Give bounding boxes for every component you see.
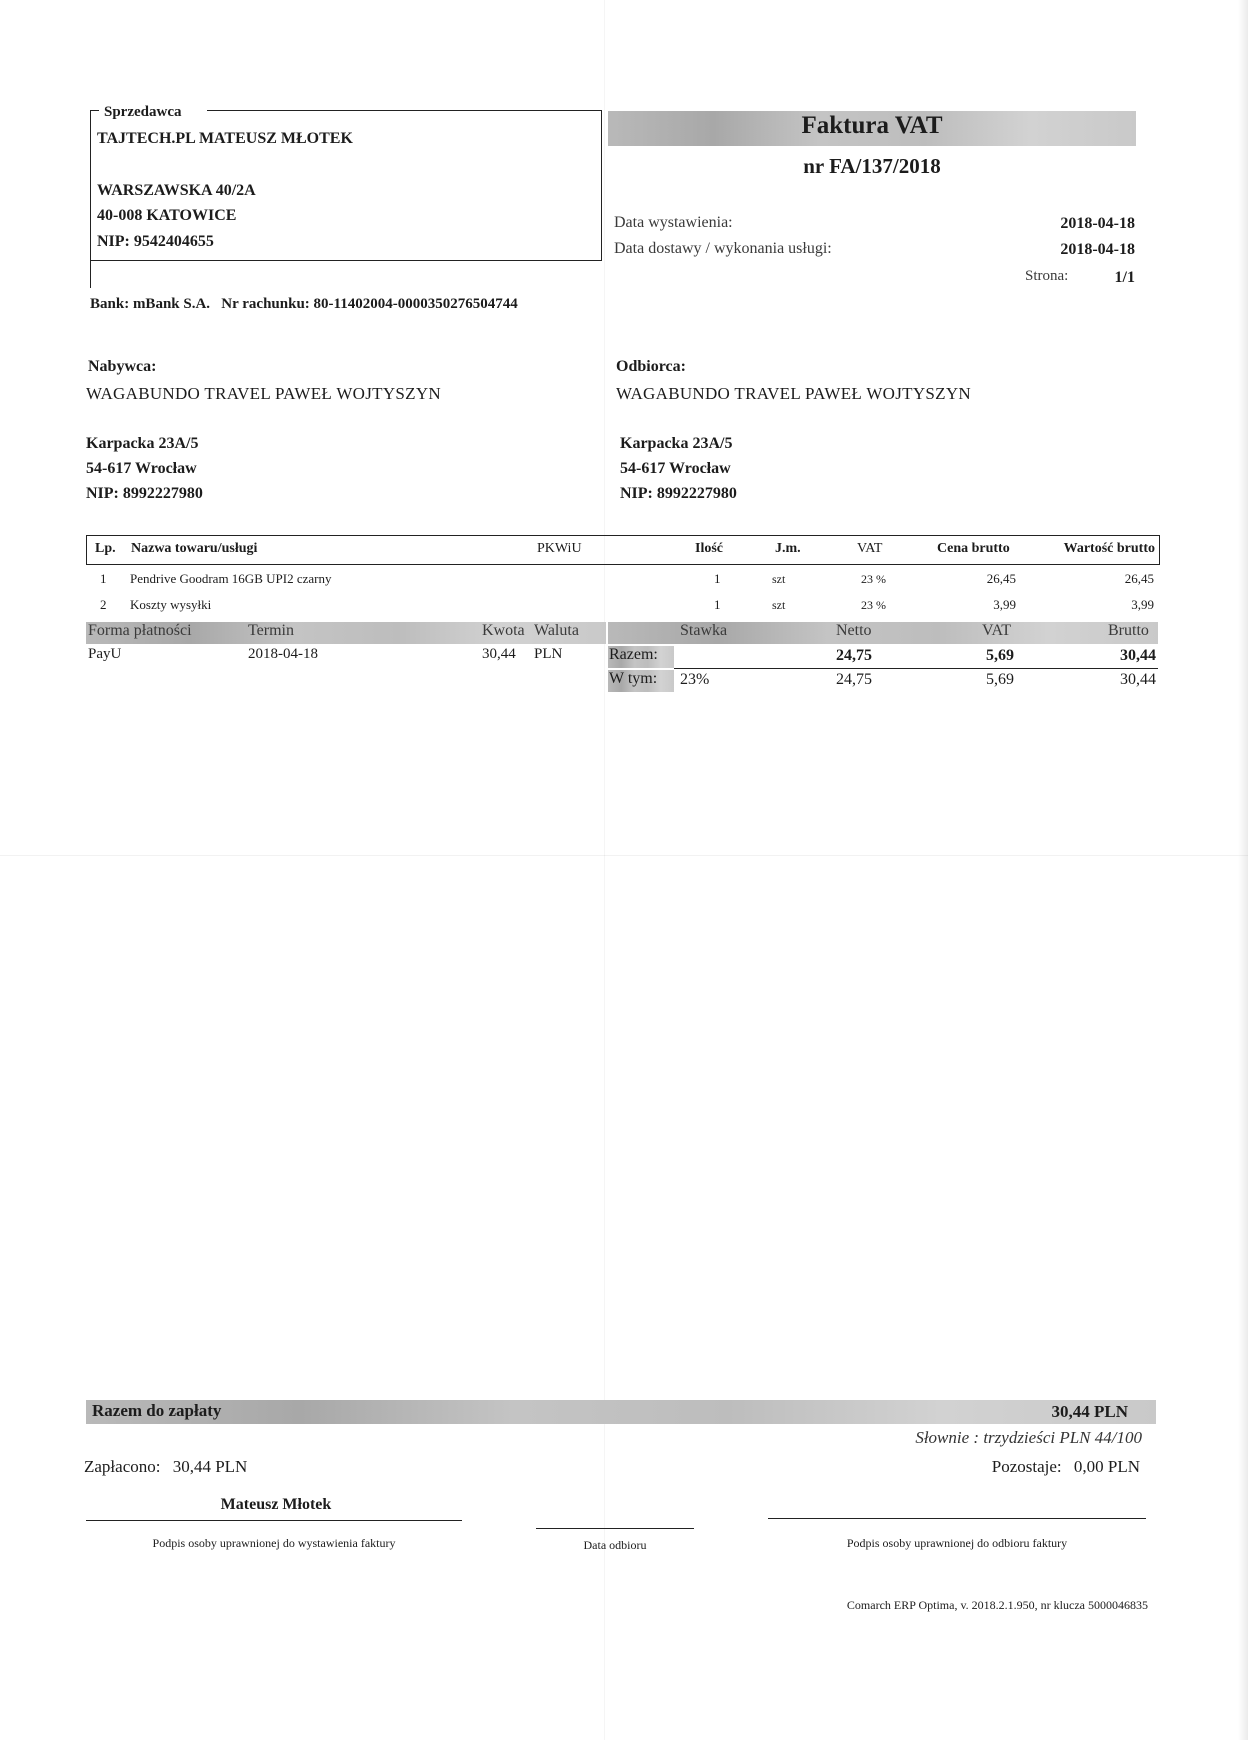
items-table-header — [86, 535, 1160, 565]
row-name: Pendrive Goodram 16GB UPI2 czarny — [130, 571, 332, 586]
col-name: Nazwa towaru/usługi — [131, 541, 258, 556]
row-name: Koszty wysyłki — [130, 597, 212, 612]
payment-due: 2018-04-18 — [248, 646, 318, 662]
receipt-date-line — [536, 1528, 694, 1529]
receipt-date-caption: Data odbioru — [583, 1538, 647, 1552]
issue-date: 2018-04-18 — [1060, 215, 1135, 232]
summary-net-header: Netto — [836, 622, 872, 639]
recipient-street: Karpacka 23A/5 — [620, 435, 733, 452]
software-footer: Comarch ERP Optima, v. 2018.2.1.950, nr klucza 5000046835 — [846, 1598, 1148, 1612]
row-lp: 2 — [100, 597, 107, 612]
buyer-nip: NIP: 8992227980 — [86, 485, 203, 502]
row-unit: szt — [772, 572, 786, 586]
summary-rate-header: Stawka — [680, 622, 728, 639]
seller-name: TAJTECH.PL MATEUSZ MŁOTEK — [97, 130, 353, 147]
buyer-city: 54-617 Wrocław — [86, 460, 197, 477]
recipient-nip: NIP: 8992227980 — [620, 485, 737, 502]
col-lp: Lp. — [95, 541, 116, 556]
row-vat: 23 % — [861, 598, 886, 612]
row-gross-price: 3,99 — [993, 597, 1016, 612]
bank-name: mBank S.A. — [132, 296, 211, 312]
buyer-street: Karpacka 23A/5 — [86, 435, 199, 452]
amount-in-words: Słownie : trzydzieści PLN 44/100 — [915, 1428, 1142, 1447]
remaining-amount: 0,00 PLN — [1073, 1457, 1140, 1476]
bank-label: Bank: — [90, 296, 130, 312]
payment-method-header: Forma płatności — [88, 622, 192, 639]
row-lp: 1 — [100, 571, 107, 586]
row-unit: szt — [772, 598, 786, 612]
invoice-title: Faktura VAT — [801, 112, 943, 139]
delivery-date: 2018-04-18 — [1060, 241, 1135, 258]
incl-rate: 23% — [680, 671, 710, 688]
paid-label: Zapłacono: — [84, 1457, 161, 1476]
col-gross-price: Cena brutto — [937, 541, 1010, 556]
payment-amount-header: Kwota — [482, 622, 525, 639]
paid-line — [84, 1457, 247, 1477]
total-row-line — [674, 668, 1158, 669]
table-row — [86, 568, 1158, 592]
total-net: 24,75 — [836, 647, 872, 664]
table-row — [86, 594, 1158, 618]
incl-gross: 30,44 — [1120, 671, 1156, 688]
row-gross-value: 3,99 — [1131, 597, 1154, 612]
buyer-heading: Nabywca: — [88, 358, 157, 375]
col-gross-value: Wartość brutto — [1063, 541, 1155, 556]
fold-line-horizontal — [0, 855, 1248, 856]
remaining-label: Pozostaje: — [991, 1457, 1062, 1476]
row-qty: 1 — [714, 597, 721, 612]
seller-heading: Sprzedawca — [104, 104, 182, 120]
remaining-line — [850, 1457, 1140, 1477]
fold-line-vertical — [604, 0, 605, 1740]
row-vat: 23 % — [861, 572, 886, 586]
recipient-name: WAGABUNDO TRAVEL PAWEŁ WOJTYSZYN — [616, 384, 972, 403]
paid-amount: 30,44 PLN — [172, 1457, 248, 1476]
seller-street: WARSZAWSKA 40/2A — [97, 182, 256, 199]
col-vat: VAT — [857, 541, 883, 556]
incl-vat: 5,69 — [986, 671, 1014, 688]
summary-vat-header: VAT — [982, 622, 1012, 639]
col-unit: J.m. — [775, 541, 801, 556]
payment-method: PayU — [88, 646, 122, 662]
total-vat: 5,69 — [986, 647, 1014, 664]
scan-edge-shadow — [1238, 0, 1248, 1740]
invoice-number: nr FA/137/2018 — [803, 154, 941, 178]
page-value: 1/1 — [1114, 269, 1135, 286]
recipient-heading: Odbiorca: — [616, 358, 686, 375]
payment-amount: 30,44 — [482, 646, 516, 662]
bank-line — [90, 296, 518, 313]
recipient-city: 54-617 Wrocław — [620, 460, 731, 477]
col-pkwiu: PKWiU — [537, 541, 582, 556]
seller-box-tail — [90, 260, 91, 288]
issue-date-label: Data wystawienia: — [614, 214, 733, 231]
incl-label: W tym: — [609, 670, 658, 687]
summary-gross-header: Brutto — [1108, 622, 1149, 639]
row-qty: 1 — [714, 571, 721, 586]
page-label: Strona: — [1025, 268, 1069, 284]
issuer-name: Mateusz Młotek — [220, 1496, 332, 1513]
issuer-signature-line — [86, 1520, 462, 1521]
total-label: Razem: — [609, 646, 658, 663]
receiver-signature-line — [768, 1518, 1146, 1519]
to-pay-amount: 30,44 PLN — [1051, 1402, 1128, 1421]
to-pay-label: Razem do zapłaty — [92, 1401, 222, 1420]
payment-currency: PLN — [534, 646, 563, 662]
account-number: 80-11402004-0000350276504744 — [313, 296, 518, 312]
seller-nip: NIP: 9542404655 — [97, 233, 214, 250]
seller-city: 40-008 KATOWICE — [97, 207, 237, 224]
total-gross: 30,44 — [1120, 647, 1156, 664]
buyer-name: WAGABUNDO TRAVEL PAWEŁ WOJTYSZYN — [86, 384, 442, 403]
receiver-signature-caption: Podpis osoby uprawnionej do odbioru faktury — [846, 1536, 1068, 1550]
row-gross-value: 26,45 — [1124, 571, 1154, 586]
account-label: Nr rachunku: — [221, 296, 310, 312]
col-qty: Ilość — [695, 541, 723, 556]
payment-due-header: Termin — [248, 622, 294, 639]
delivery-date-label: Data dostawy / wykonania usługi: — [614, 240, 832, 257]
row-gross-price: 26,45 — [986, 571, 1016, 586]
payment-currency-header: Waluta — [534, 622, 579, 639]
issuer-signature-caption: Podpis osoby uprawnionej do wystawienia faktury — [152, 1536, 396, 1550]
incl-net: 24,75 — [836, 671, 872, 688]
